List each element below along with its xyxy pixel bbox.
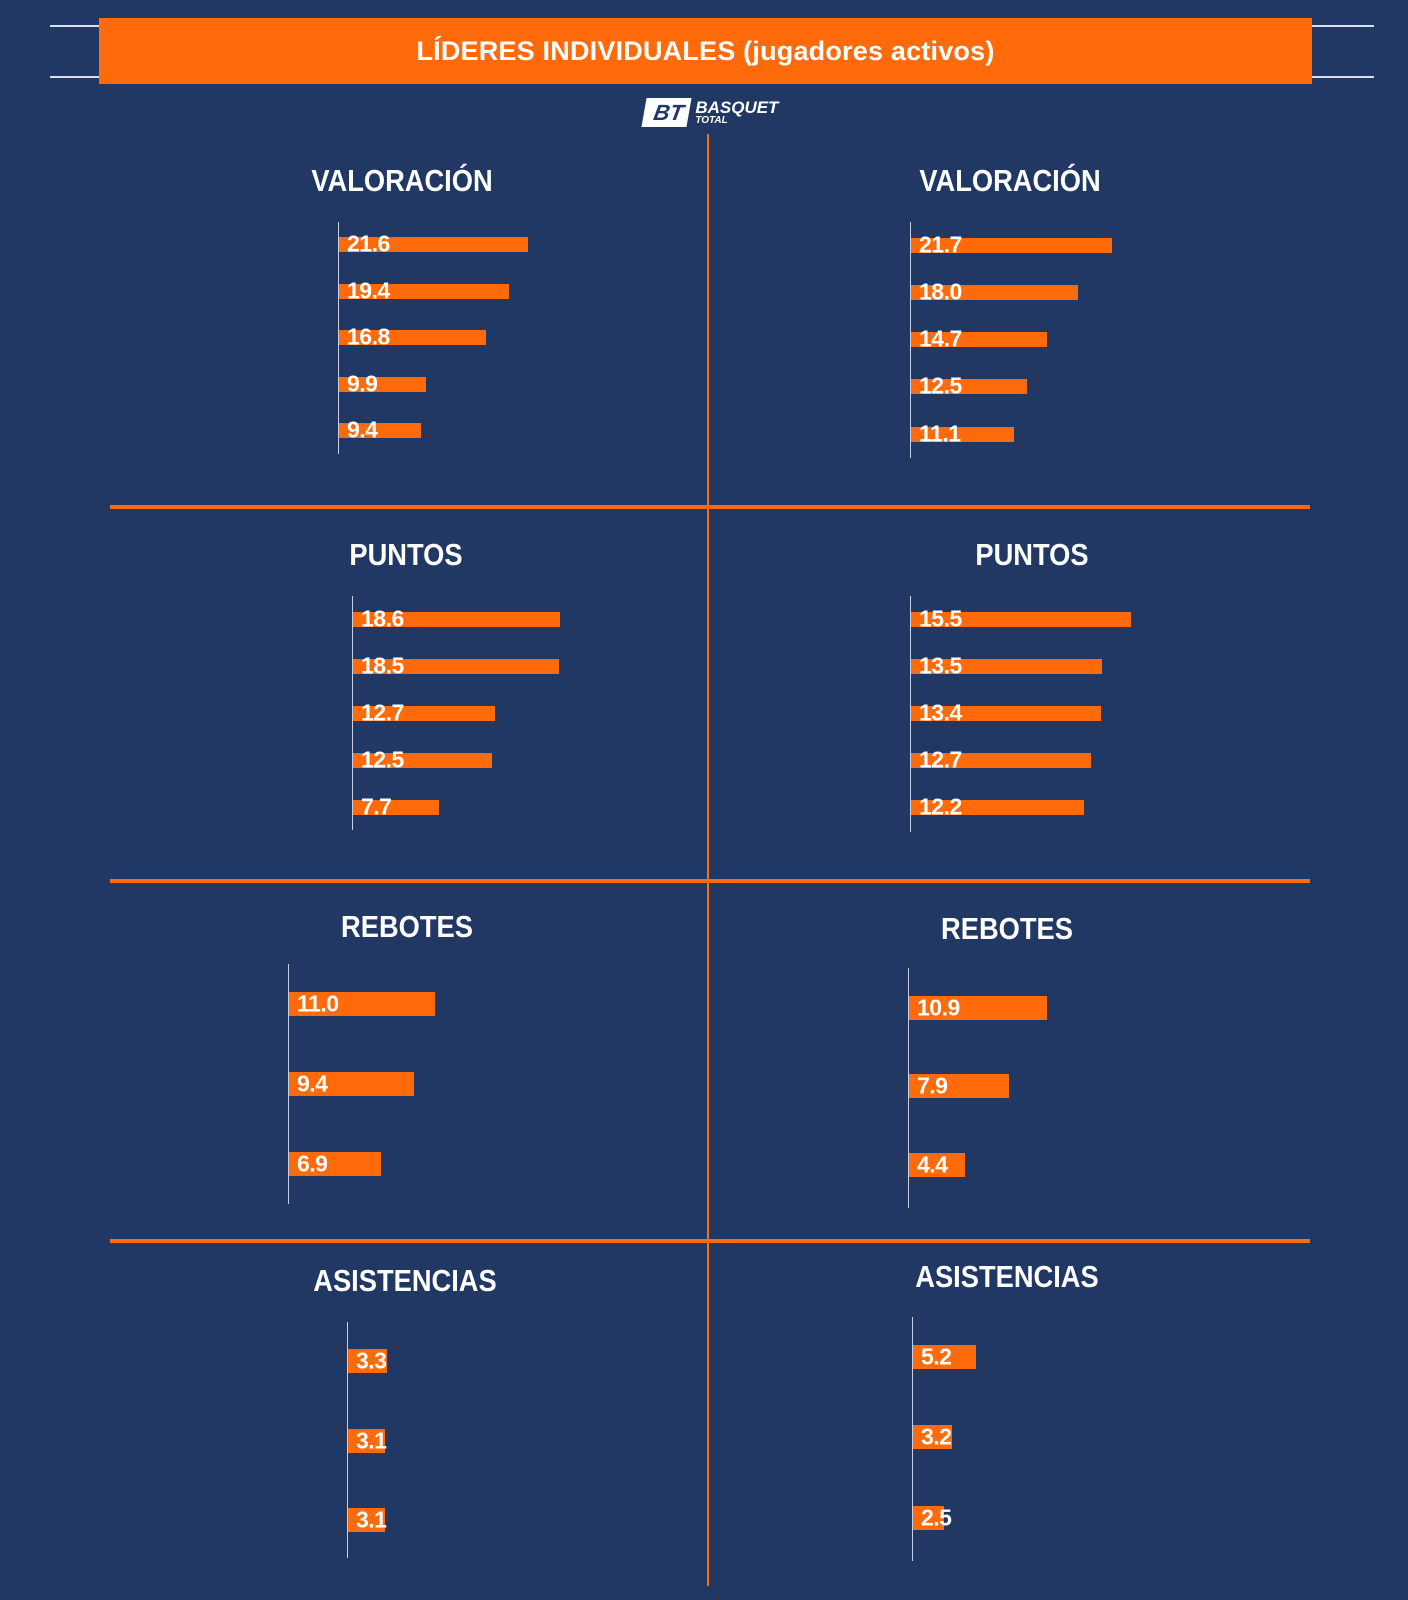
chart-title: ASISTENCIAS [313, 1263, 497, 1298]
stat-value-label: 9.4 [297, 1070, 328, 1097]
stat-value-label: 18.6 [361, 605, 404, 632]
stat-value-label: 13.5 [919, 652, 962, 679]
stat-value-label: 14.7 [919, 325, 962, 352]
chart-title: REBOTES [941, 911, 1073, 946]
stat-value-label: 6.9 [297, 1150, 328, 1177]
section-divider [110, 879, 1310, 883]
chart-title: REBOTES [341, 909, 473, 944]
stat-value-label: 15.5 [919, 605, 962, 632]
stat-value-label: 12.5 [361, 746, 404, 773]
section-divider [110, 505, 1310, 509]
stat-value-label: 3.3 [356, 1347, 387, 1374]
column-divider [707, 134, 709, 1586]
chart-title: ASISTENCIAS [915, 1259, 1099, 1294]
stat-value-label: 19.4 [347, 277, 390, 304]
page-title: LÍDERES INDIVIDUALES (jugadores activos) [416, 35, 995, 66]
stat-value-label: 10.9 [917, 994, 960, 1021]
stat-value-label: 13.4 [919, 699, 962, 726]
logo-line-1: BASQUET [695, 97, 779, 117]
stat-value-label: 3.1 [356, 1506, 387, 1533]
chart-title: VALORACIÓN [919, 163, 1101, 198]
stat-value-label: 2.5 [921, 1504, 952, 1531]
stat-value-label: 16.8 [347, 323, 390, 350]
stat-value-label: 18.0 [919, 278, 962, 305]
stat-value-label: 5.2 [921, 1343, 952, 1370]
brand-logo [644, 96, 778, 128]
logo-mark: BT [641, 98, 691, 127]
header-banner [99, 18, 1312, 84]
stat-value-label: 12.7 [919, 746, 962, 773]
stat-value-label: 3.1 [356, 1427, 387, 1454]
stat-value-label: 4.4 [917, 1151, 948, 1178]
stat-value-label: 21.6 [347, 230, 390, 257]
stat-value-label: 3.2 [921, 1423, 952, 1450]
stat-value-label: 11.0 [297, 990, 339, 1017]
chart-title: PUNTOS [975, 537, 1089, 572]
logo-text [695, 99, 778, 126]
stat-value-label: 21.7 [919, 231, 962, 258]
stat-value-label: 9.4 [347, 416, 378, 443]
stat-value-label: 11.1 [919, 420, 961, 447]
stat-value-label: 12.2 [919, 793, 962, 820]
stat-value-label: 18.5 [361, 652, 404, 679]
stat-value-label: 7.9 [917, 1072, 948, 1099]
stat-value-label: 9.9 [347, 370, 378, 397]
chart-title: VALORACIÓN [311, 163, 493, 198]
logo-line-2: TOTAL [695, 114, 728, 126]
section-divider [110, 1239, 1310, 1243]
stat-value-label: 12.5 [919, 372, 962, 399]
stat-value-label: 12.7 [361, 699, 404, 726]
stat-value-label: 7.7 [361, 793, 392, 820]
chart-title: PUNTOS [349, 537, 463, 572]
